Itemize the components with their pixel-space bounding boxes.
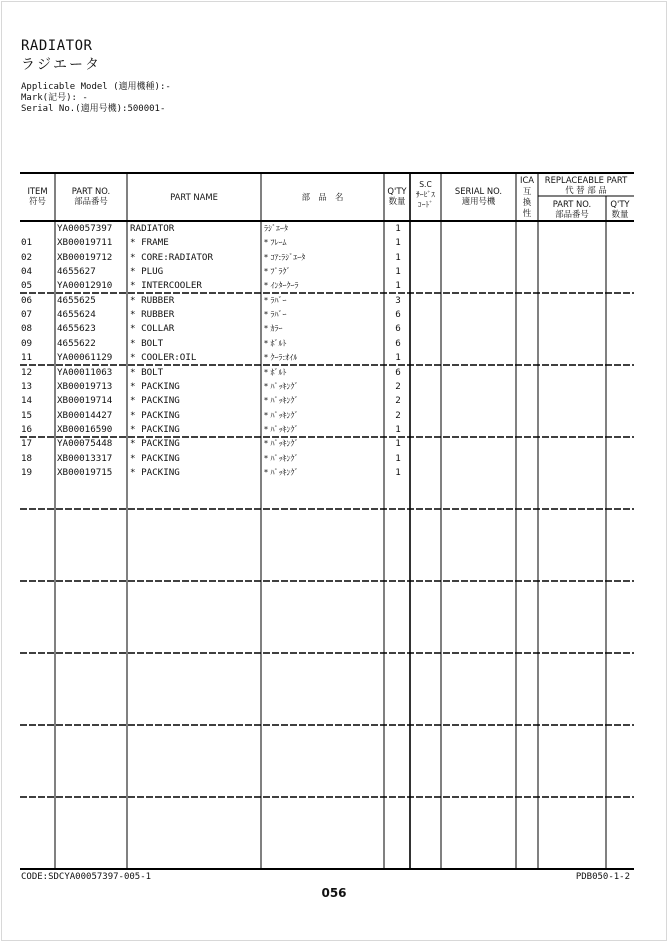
part-name-jp: * ｲﾝﾀｰｸｰﾗ xyxy=(264,281,299,291)
quantity: 1 xyxy=(395,423,401,435)
page-number: 056 xyxy=(321,886,347,900)
item-number: 09 xyxy=(21,337,33,349)
part-number: XB00019715 xyxy=(57,466,113,478)
quantity: 6 xyxy=(395,323,401,335)
table-row xyxy=(0,466,668,480)
part-number: 4655624 xyxy=(57,309,96,321)
quantity: 1 xyxy=(395,452,401,464)
item-number: 14 xyxy=(21,395,33,407)
col-qty: Q'TY 数量 xyxy=(387,186,407,206)
col-rep-part-no: PART NO. 部品番号 xyxy=(552,199,592,219)
item-number: 17 xyxy=(21,438,33,450)
table-row xyxy=(0,236,668,250)
part-number: 4655623 xyxy=(57,323,96,335)
part-name: * PACKING xyxy=(130,409,180,421)
part-name: * PACKING xyxy=(130,423,180,435)
part-name-jp: * ﾊﾟｯｷﾝｸﾞ xyxy=(264,410,299,420)
part-name-jp: ﾗｼﾞｴｰﾀ xyxy=(264,224,288,233)
col-replaceable-part: REPLACEABLE PART 代 替 部 品 xyxy=(544,175,628,195)
col-part-name: PART NAME xyxy=(170,192,218,202)
quantity: 1 xyxy=(395,251,401,263)
part-name: RADIATOR xyxy=(130,223,175,234)
col-item: ITEM 符号 xyxy=(27,186,48,206)
part-name: * BOLT xyxy=(130,366,164,378)
part-name: * CORE:RADIATOR xyxy=(130,251,213,263)
part-name: * PACKING xyxy=(130,452,180,464)
part-name: * PACKING xyxy=(130,466,180,478)
quantity: 1 xyxy=(395,438,401,450)
part-name: * PACKING xyxy=(130,380,180,392)
table-row xyxy=(0,423,668,437)
part-name-jp: * ﾊﾟｯｷﾝｸﾞ xyxy=(264,453,299,463)
part-number: YA00057397 xyxy=(57,223,113,234)
part-number: 4655622 xyxy=(57,337,96,349)
quantity: 2 xyxy=(395,409,401,421)
table-row xyxy=(0,279,668,293)
table-row xyxy=(0,265,668,279)
part-name-jp: * ｺｱ:ﾗｼﾞｴｰﾀ xyxy=(264,252,306,262)
quantity: 1 xyxy=(395,266,401,278)
item-number: 01 xyxy=(21,237,33,249)
table-row xyxy=(0,337,668,351)
part-name-jp: * ﾊﾟｯｷﾝｸﾞ xyxy=(264,439,299,449)
col-service-code: S.C ｻｰﾋﾞｽ ｺｰﾄﾞ xyxy=(416,180,435,209)
item-number: 12 xyxy=(21,366,33,378)
part-name: * RUBBER xyxy=(130,309,175,321)
document-code: CODE:SDCYA00057397-005-1 xyxy=(21,872,152,882)
quantity: 3 xyxy=(395,294,401,306)
part-name-jp: * ﾎﾞﾙﾄ xyxy=(264,367,287,377)
quantity: 1 xyxy=(395,466,401,478)
part-name: * PACKING xyxy=(130,395,180,407)
quantity: 1 xyxy=(395,237,401,249)
part-name: * INTERCOOLER xyxy=(130,280,202,292)
part-name-jp: * ﾗﾊﾞｰ xyxy=(264,310,287,320)
part-number: XB00019714 xyxy=(57,395,113,407)
part-name: * COLLAR xyxy=(130,323,175,335)
table-row xyxy=(0,351,668,365)
part-name: * COOLER:OIL xyxy=(130,352,197,364)
item-number: 07 xyxy=(21,309,33,321)
item-number: 06 xyxy=(21,294,33,306)
part-name-jp: * ﾊﾟｯｷﾝｸﾞ xyxy=(264,381,299,391)
item-number: 16 xyxy=(21,423,33,435)
part-number: XB00019711 xyxy=(57,237,113,249)
item-number: 05 xyxy=(21,280,33,292)
table-row xyxy=(0,452,668,466)
title-japanese: ラジエータ xyxy=(21,57,101,73)
table-row xyxy=(0,394,668,408)
table-row xyxy=(0,366,668,380)
part-number: 4655625 xyxy=(57,294,96,306)
item-number: 13 xyxy=(21,380,33,392)
part-name-jp: * ﾊﾟｯｷﾝｸﾞ xyxy=(264,467,299,477)
quantity: 1 xyxy=(395,280,401,292)
part-name: * FRAME xyxy=(130,237,169,249)
col-serial-no: SERIAL NO. 適用号機 xyxy=(454,186,503,206)
item-number: 15 xyxy=(21,409,33,421)
part-number: YA00012910 xyxy=(57,280,113,292)
part-number: 4655627 xyxy=(57,266,96,278)
part-number: XB00019713 xyxy=(57,380,113,392)
col-jp-name: 部 品 名 xyxy=(301,192,344,202)
part-name-jp: * ﾊﾟｯｷﾝｸﾞ xyxy=(264,424,299,434)
table-row xyxy=(0,251,668,265)
quantity: 1 xyxy=(395,223,401,234)
quantity: 1 xyxy=(395,352,401,364)
table-row xyxy=(0,222,668,236)
part-name-jp: * ﾊﾟｯｷﾝｸﾞ xyxy=(264,396,299,406)
item-number: 02 xyxy=(21,251,33,263)
reference-code: PDB050-1-2 xyxy=(575,872,630,882)
part-name-jp: * ｸｰﾗ:ｵｲﾙ xyxy=(264,353,298,363)
col-rep-qty: Q'TY 数量 xyxy=(610,199,630,219)
part-name: * RUBBER xyxy=(130,294,175,306)
part-number: YA00061129 xyxy=(57,352,113,364)
quantity: 6 xyxy=(395,309,401,321)
part-number: XB00014427 xyxy=(57,409,113,421)
table-row xyxy=(0,322,668,336)
table-row xyxy=(0,308,668,322)
part-number: XB00016590 xyxy=(57,423,113,435)
item-number: 18 xyxy=(21,452,33,464)
part-name-jp: * ﾌﾟﾗｸﾞ xyxy=(264,267,291,277)
part-number: YA00075448 xyxy=(57,438,113,450)
item-number: 19 xyxy=(21,466,33,478)
part-number: XB00019712 xyxy=(57,251,113,263)
table-row xyxy=(0,437,668,451)
part-name-jp: * ｶﾗｰ xyxy=(264,324,283,334)
part-name: * PLUG xyxy=(130,266,164,278)
mark: Mark(記号): - xyxy=(21,93,88,103)
table-row xyxy=(0,380,668,394)
table-row xyxy=(0,409,668,423)
serial-number: Serial No.(適用号機):500001- xyxy=(21,104,166,114)
quantity: 6 xyxy=(395,366,401,378)
part-number: YA00011063 xyxy=(57,366,113,378)
title-english: RADIATOR xyxy=(21,38,93,54)
col-part-no: PART NO. 部品番号 xyxy=(71,186,111,206)
table-row xyxy=(0,294,668,308)
part-name: * PACKING xyxy=(130,438,180,450)
quantity: 2 xyxy=(395,395,401,407)
quantity: 2 xyxy=(395,380,401,392)
quantity: 6 xyxy=(395,337,401,349)
item-number: 11 xyxy=(21,352,33,364)
item-number: 04 xyxy=(21,266,33,278)
part-name-jp: * ﾎﾞﾙﾄ xyxy=(264,338,287,348)
applicable-model: Applicable Model (適用機種):- xyxy=(21,82,171,92)
part-name: * BOLT xyxy=(130,337,164,349)
part-name-jp: * ﾗﾊﾞｰ xyxy=(264,295,287,305)
item-number: 08 xyxy=(21,323,33,335)
col-ica: ICA 互 換 性 xyxy=(519,175,535,218)
part-number: XB00013317 xyxy=(57,452,113,464)
part-name-jp: * ﾌﾚｰﾑ xyxy=(264,238,287,248)
